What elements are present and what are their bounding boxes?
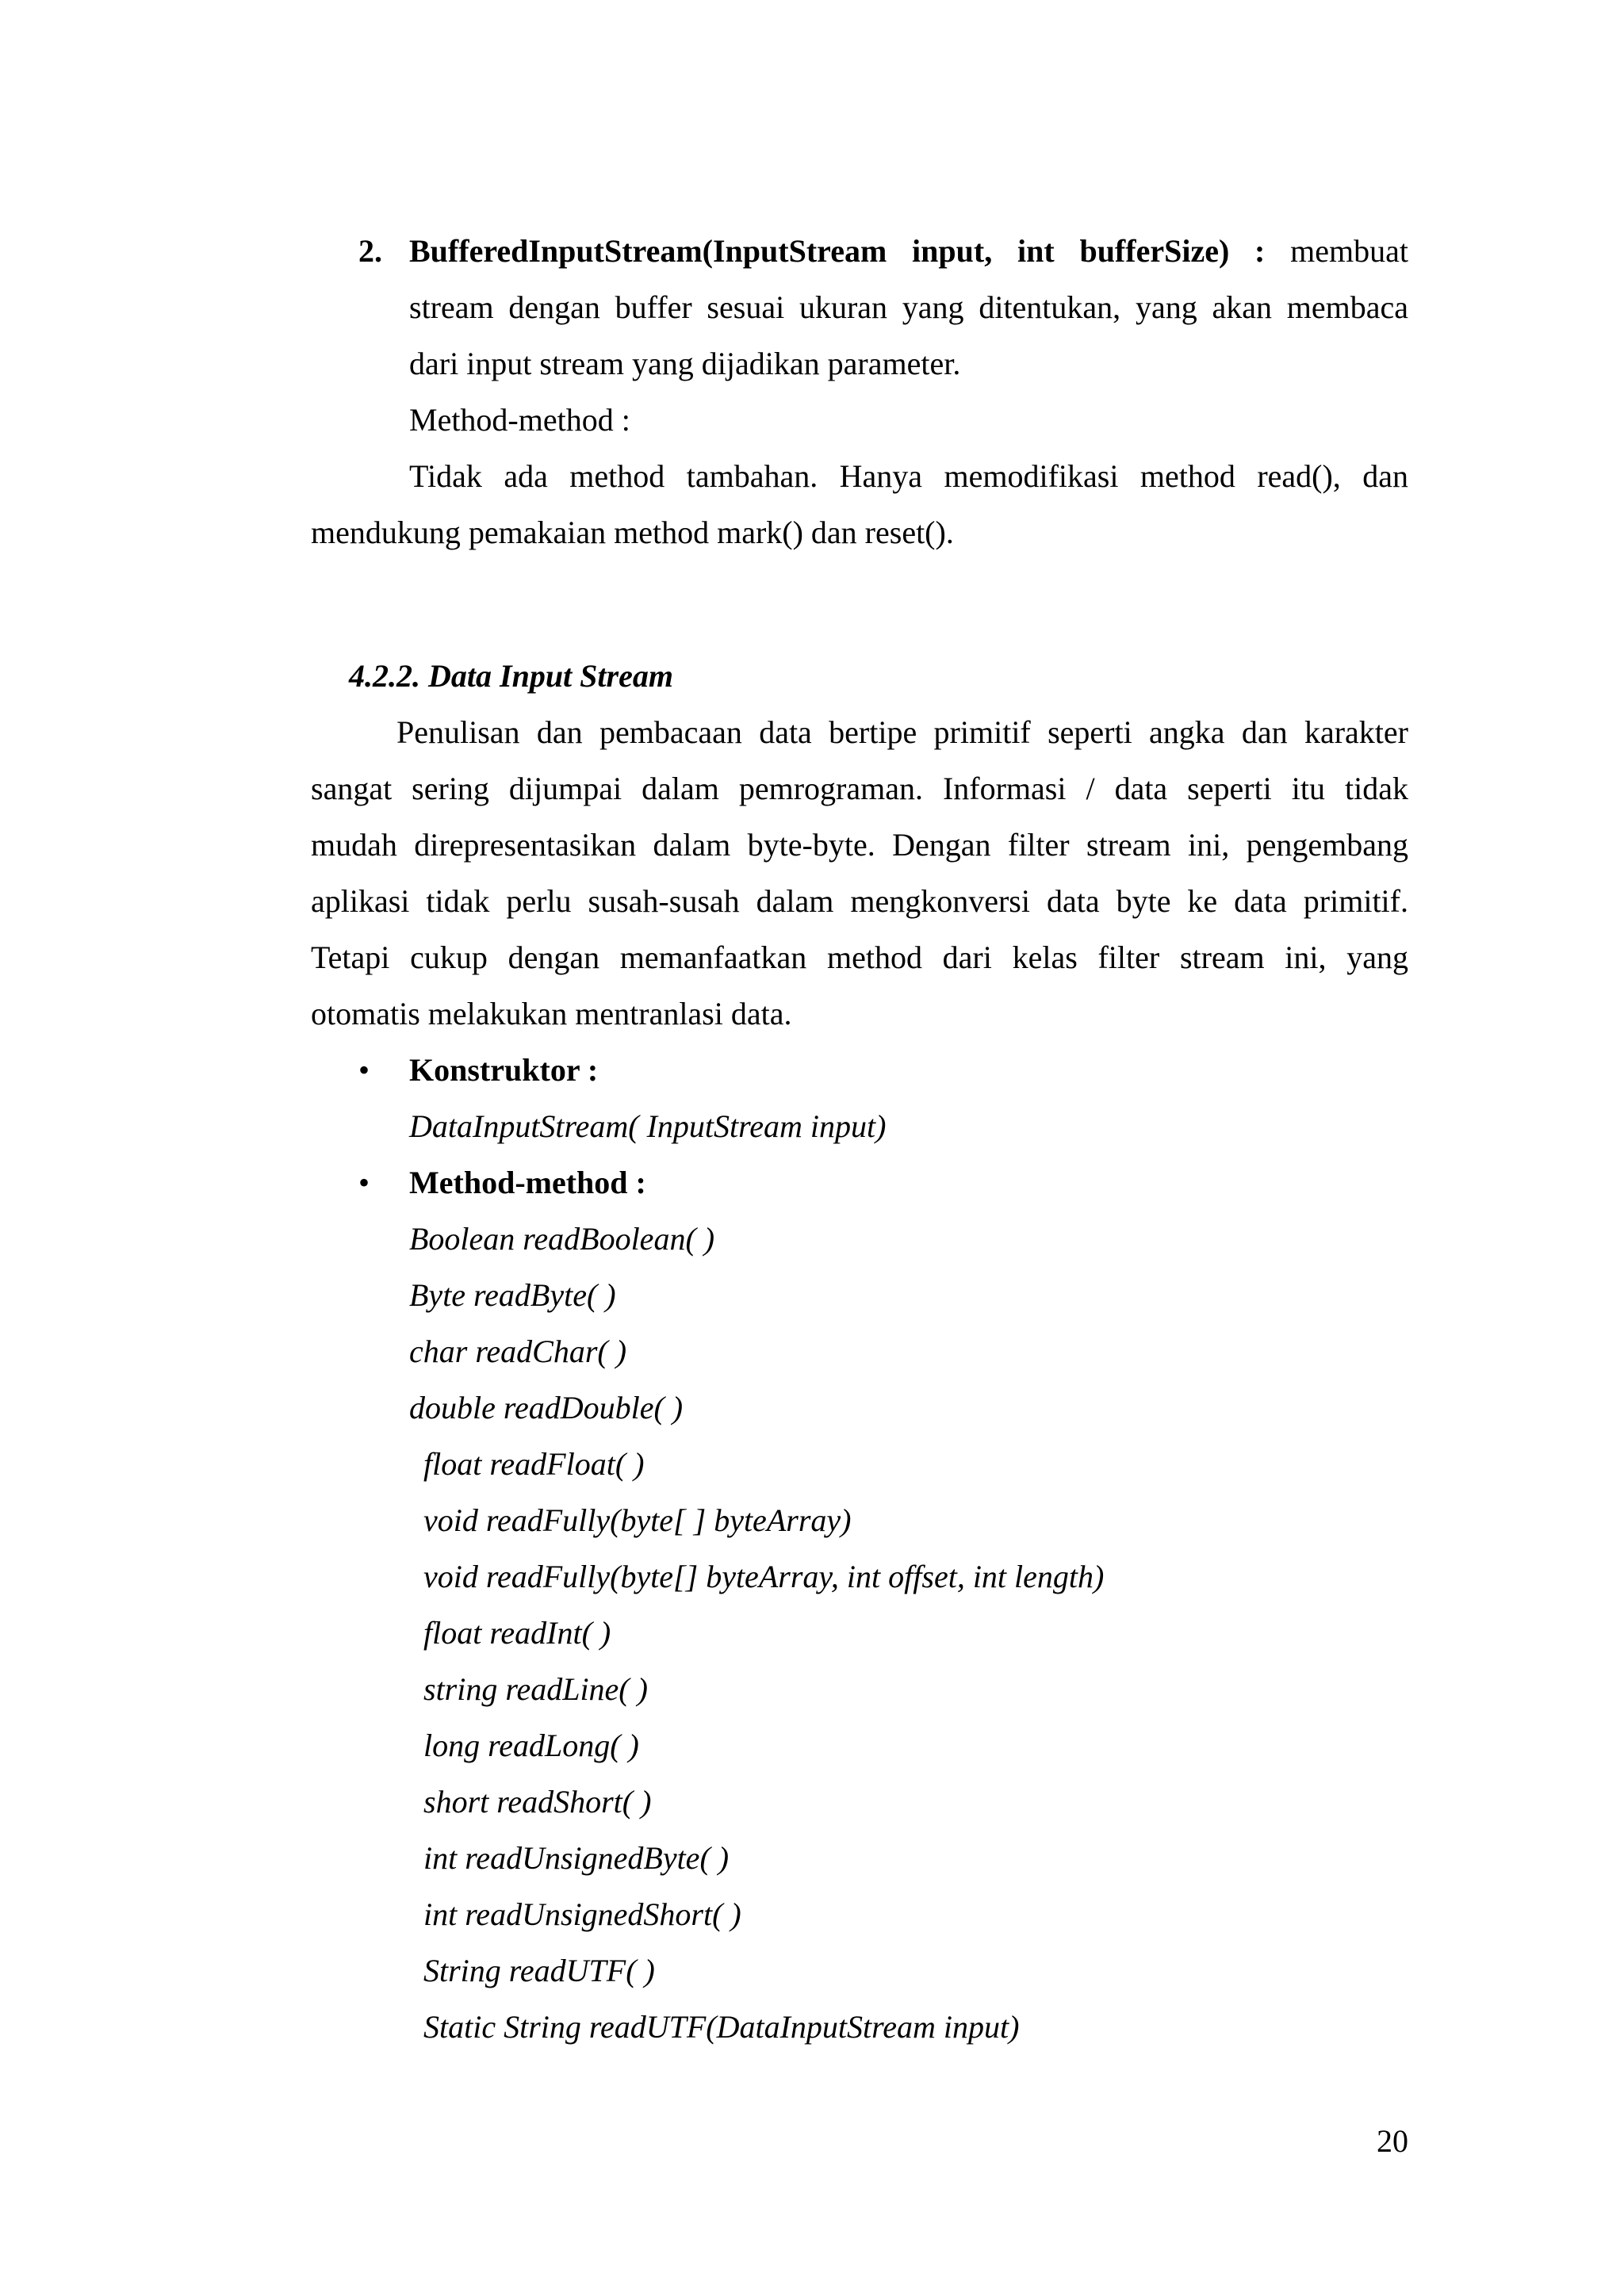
method-item: int readUnsignedShort( ) — [423, 1896, 741, 1932]
method-item: long readLong( ) — [423, 1728, 639, 1763]
item-title-line — [409, 232, 1408, 271]
method-item: Static String readUTF(DataInputStream input) — [423, 2009, 1020, 2045]
method-item: Boolean readBoolean( ) — [409, 1221, 715, 1257]
item-methods-label: Method-method : — [409, 402, 630, 438]
paragraph-line-3: mudah direpresentasikan dalam byte-byte. Dengan filter stream ini, pengembang — [311, 827, 1408, 863]
page-number: 20 — [1377, 2123, 1408, 2159]
constructor-signature: DataInputStream( InputStream input) — [409, 1108, 887, 1144]
paragraph-line-5: Tetapi cukup dengan memanfaatkan method dari kelas filter stream ini, yang — [311, 939, 1408, 975]
paragraph-line-1: Penulisan dan pembacaan data bertipe primitif seperti angka dan karakter — [396, 714, 1408, 750]
item-text-line-3: dari input stream yang dijadikan parameter. — [409, 346, 961, 381]
method-item: Byte readByte( ) — [409, 1277, 616, 1313]
item-title-tail: membuat — [1290, 233, 1409, 269]
methods-label: Method-method : — [409, 1165, 646, 1200]
paragraph-line-2: sangat sering dijumpai dalam pemrograman. Informasi / data seperti itu tidak — [311, 771, 1408, 806]
method-item: String readUTF( ) — [423, 1953, 655, 1988]
method-item: float readInt( ) — [423, 1615, 611, 1651]
item-desc-line-2: mendukung pemakaian method mark() dan reset(). — [311, 515, 954, 550]
paragraph-line-4: aplikasi tidak perlu susah-susah dalam mengkonversi data byte ke data primitif. — [311, 883, 1408, 919]
method-item: void readFully(byte[] byteArray, int offset, int length) — [423, 1559, 1105, 1594]
method-item: void readFully(byte[ ] byteArray) — [423, 1502, 852, 1538]
section-heading: 4.2.2. Data Input Stream — [349, 658, 673, 694]
method-item: short readShort( ) — [423, 1784, 652, 1820]
item-text-line-2: stream dengan buffer sesuai ukuran yang ditentukan, yang akan membaca — [409, 289, 1408, 325]
bullet-icon: • — [358, 1052, 370, 1088]
item-number: 2. — [358, 233, 382, 269]
bullet-icon: • — [358, 1165, 370, 1200]
method-item: int readUnsignedByte( ) — [423, 1840, 730, 1876]
constructor-label: Konstruktor : — [409, 1052, 599, 1088]
method-item: float readFloat( ) — [423, 1446, 645, 1482]
method-item: string readLine( ) — [423, 1671, 648, 1707]
item-title: BufferedInputStream(InputStream input, int bufferSize) : — [409, 233, 1266, 269]
method-item: char readChar( ) — [409, 1334, 627, 1369]
method-item: double readDouble( ) — [409, 1390, 684, 1425]
paragraph-line-6: otomatis melakukan mentranlasi data. — [311, 996, 792, 1031]
item-desc-line-1: Tidak ada method tambahan. Hanya memodifikasi method read(), dan — [409, 458, 1408, 494]
